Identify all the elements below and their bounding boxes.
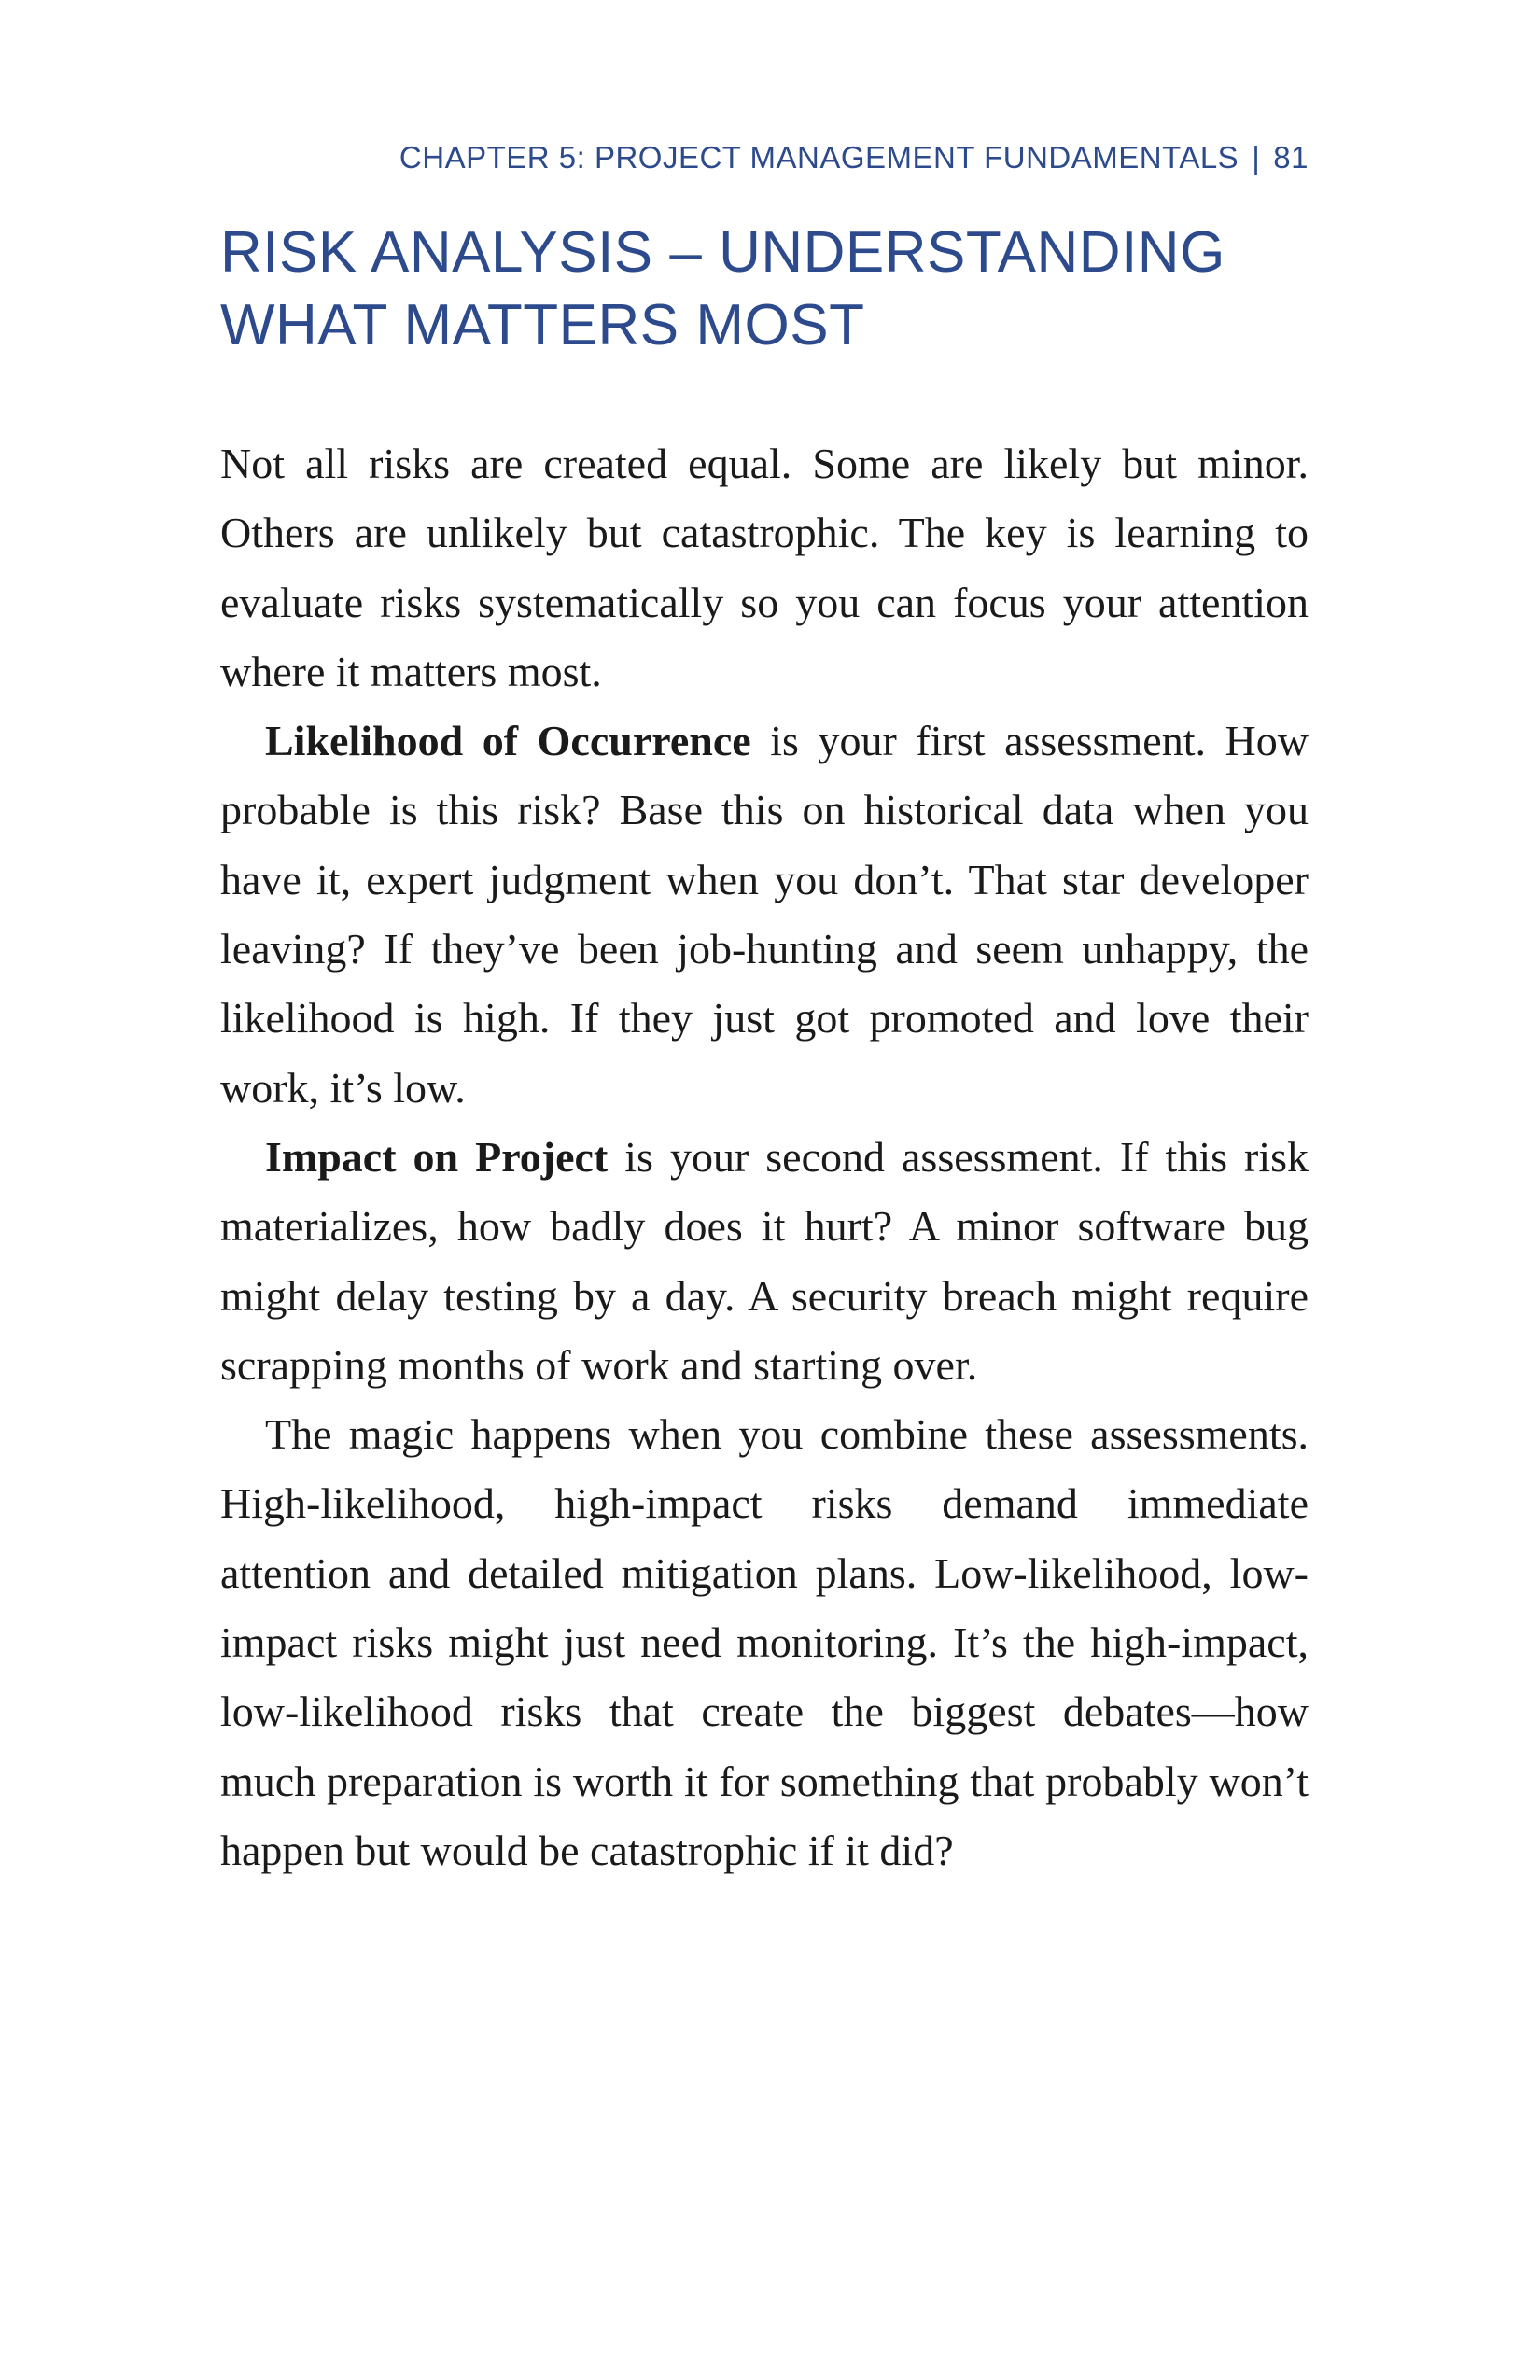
paragraph-impact-text: is your second assessment. If this risk materializes, how badly does it hurt? A minor software bug might delay testing by a day. A security breach might require scrapping months of work and starting over. [220, 1132, 1309, 1389]
chapter-title: CHAPTER 5: PROJECT MANAGEMENT FUNDAMENTALS [399, 140, 1239, 175]
header-separator: | [1252, 140, 1261, 175]
body-text [220, 429, 1309, 1885]
running-header [220, 140, 1309, 175]
paragraph-impact [220, 1123, 1309, 1400]
paragraph-likelihood [220, 707, 1309, 1123]
term-likelihood: Likelihood of Occurrence [265, 717, 751, 765]
section-title-line-2: WHAT MATTERS MOST [220, 293, 865, 357]
section-title [220, 217, 1309, 362]
paragraph-combination: The magic happens when you combine these assessments. High-likelihood, high-impact risks demand immediate attention and detailed mitigation plans. Low-likelihood, low-impact risks might just need monitoring. It’s the high-impact, low-likelihood risks that create the biggest debates—how much preparation is worth it for something that probably won’t happen but would be catastrophic if it did? [220, 1410, 1309, 1874]
section-title-line-1: RISK ANALYSIS – UNDERSTANDING [220, 220, 1225, 285]
term-impact: Impact on Project [265, 1132, 609, 1181]
paragraph-intro: Not all risks are created equal. Some are likely but minor. Others are unlikely but catastrophic. The key is learning to evaluate risks systematically so you can focus your attention where it matters most. [220, 440, 1309, 695]
page-number: 81 [1273, 140, 1309, 175]
paragraph-likelihood-text: is your first assessment. How probable is this risk? Base this on historical data when you have it, expert judgment when you don’t. That star developer leaving? If they’ve been job-hunting and seem unhappy, the likelihood is high. If they just got promoted and love their work, it’s low. [220, 717, 1309, 1112]
